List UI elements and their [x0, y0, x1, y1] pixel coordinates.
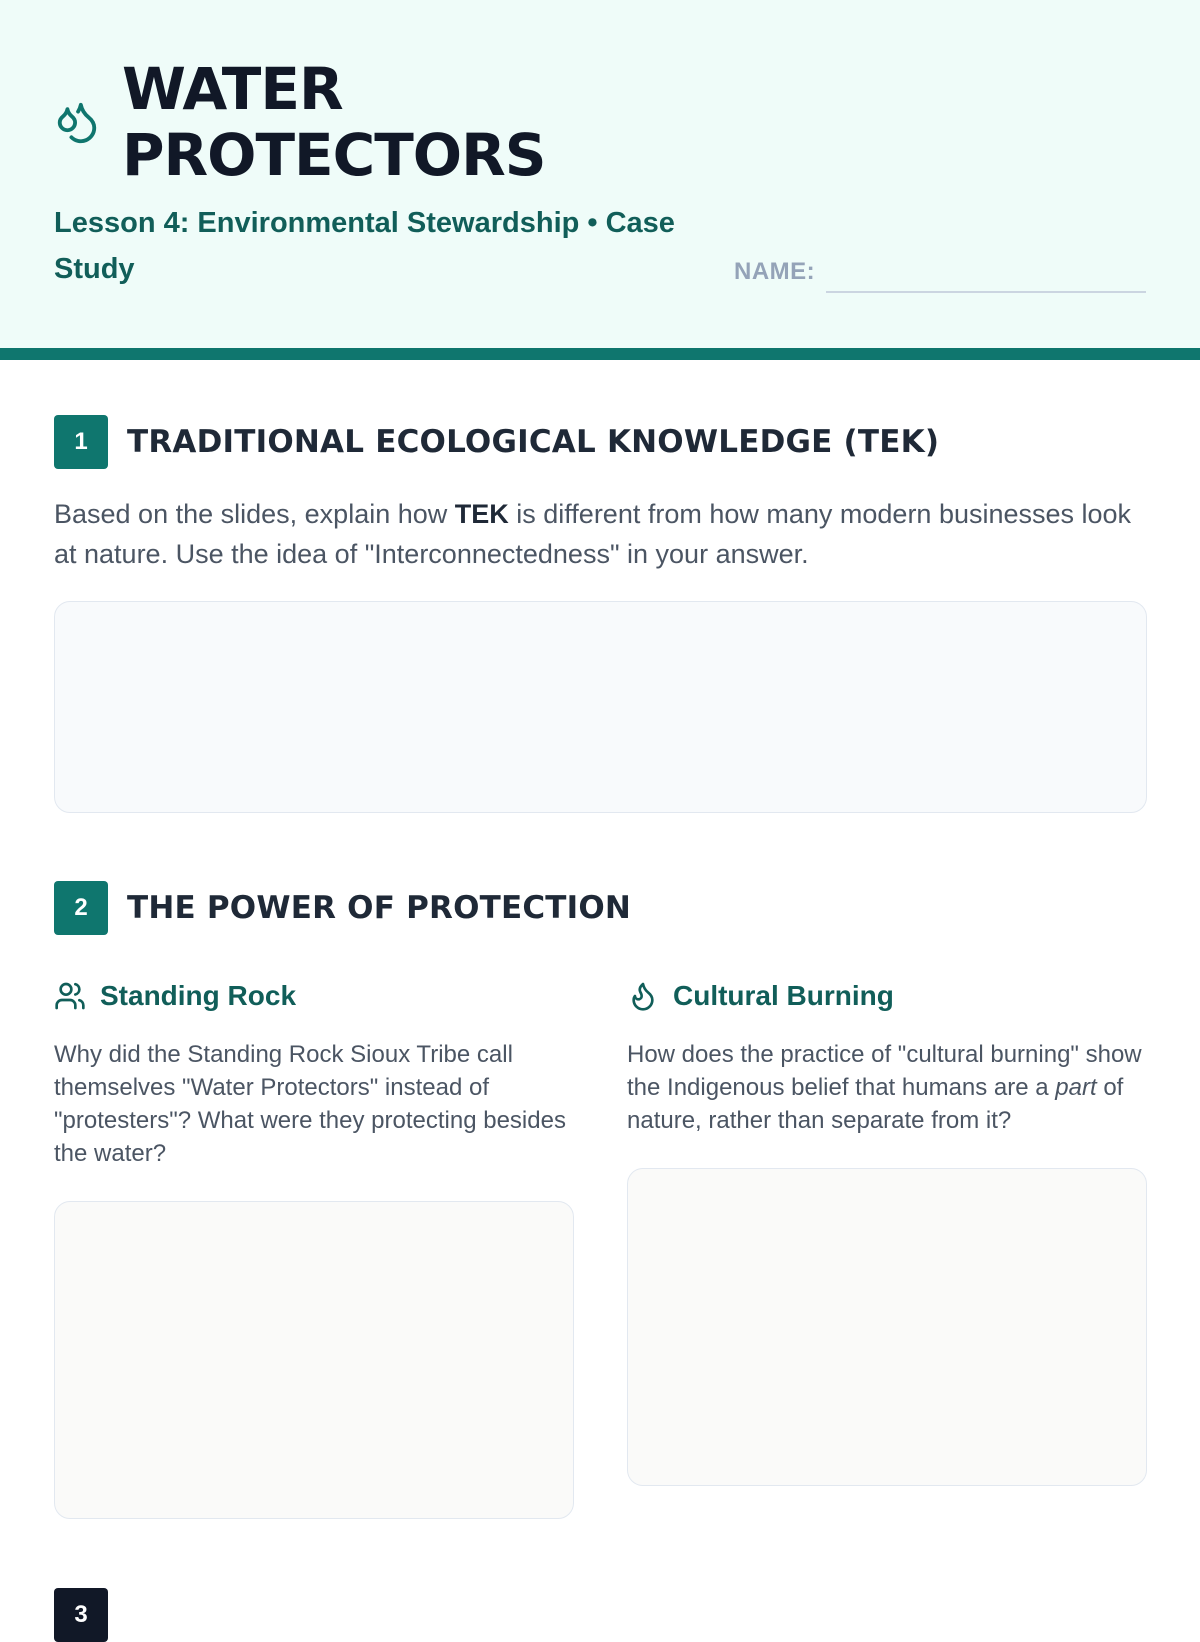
name-input[interactable]	[826, 263, 1146, 293]
cultural-burning-answer-box[interactable]	[627, 1168, 1147, 1486]
flame-icon	[627, 980, 659, 1012]
section-1-number-badge: 1	[54, 415, 108, 469]
cultural-burning-question	[627, 1038, 1147, 1137]
standing-rock-answer-box[interactable]	[54, 1201, 574, 1519]
water-drops-icon	[54, 98, 100, 146]
worksheet-header	[0, 0, 1200, 360]
prompt-text-start: Based on the slides, explain how	[54, 499, 455, 529]
cultural-burning-heading	[627, 974, 894, 1018]
section-2-number-badge: 2	[54, 881, 108, 935]
question-text-end: of nature, rather than separate from it?	[627, 1074, 1124, 1134]
question-text-start: How does the practice of "cultural burning" show the Indigenous belief that humans are a	[627, 1041, 1142, 1101]
name-label: NAME:	[734, 258, 816, 285]
standing-rock-heading	[54, 974, 296, 1018]
title-line-2: PROTECTORS	[122, 121, 546, 189]
prompt-text-end: is different from how many modern businesses look at nature. Use the idea of "Interconnectedness" in your answer.	[54, 499, 1132, 569]
section-2-title: THE POWER OF PROTECTION	[127, 890, 632, 926]
section-1-prompt	[54, 494, 1154, 574]
standing-rock-question: Why did the Standing Rock Sioux Tribe call themselves "Water Protectors" instead of "protesters"? What were they protecting besides the water?	[54, 1041, 566, 1167]
tek-answer-box[interactable]	[54, 601, 1147, 813]
question-part-italic: part	[1055, 1074, 1097, 1101]
users-icon	[54, 980, 86, 1012]
section-3-number-badge: 3	[54, 1588, 108, 1642]
lesson-subtitle: Lesson 4: Environmental Stewardship • Case Study	[54, 207, 675, 285]
title-line-1: WATER	[122, 55, 343, 123]
standing-rock-heading-text: Standing Rock	[100, 980, 297, 1011]
prompt-tek-bold: TEK	[454, 499, 509, 529]
cultural-burning-heading-text: Cultural Burning	[673, 980, 894, 1011]
section-1-title: TRADITIONAL ECOLOGICAL KNOWLEDGE (TEK)	[127, 424, 940, 460]
worksheet-title	[122, 56, 682, 188]
